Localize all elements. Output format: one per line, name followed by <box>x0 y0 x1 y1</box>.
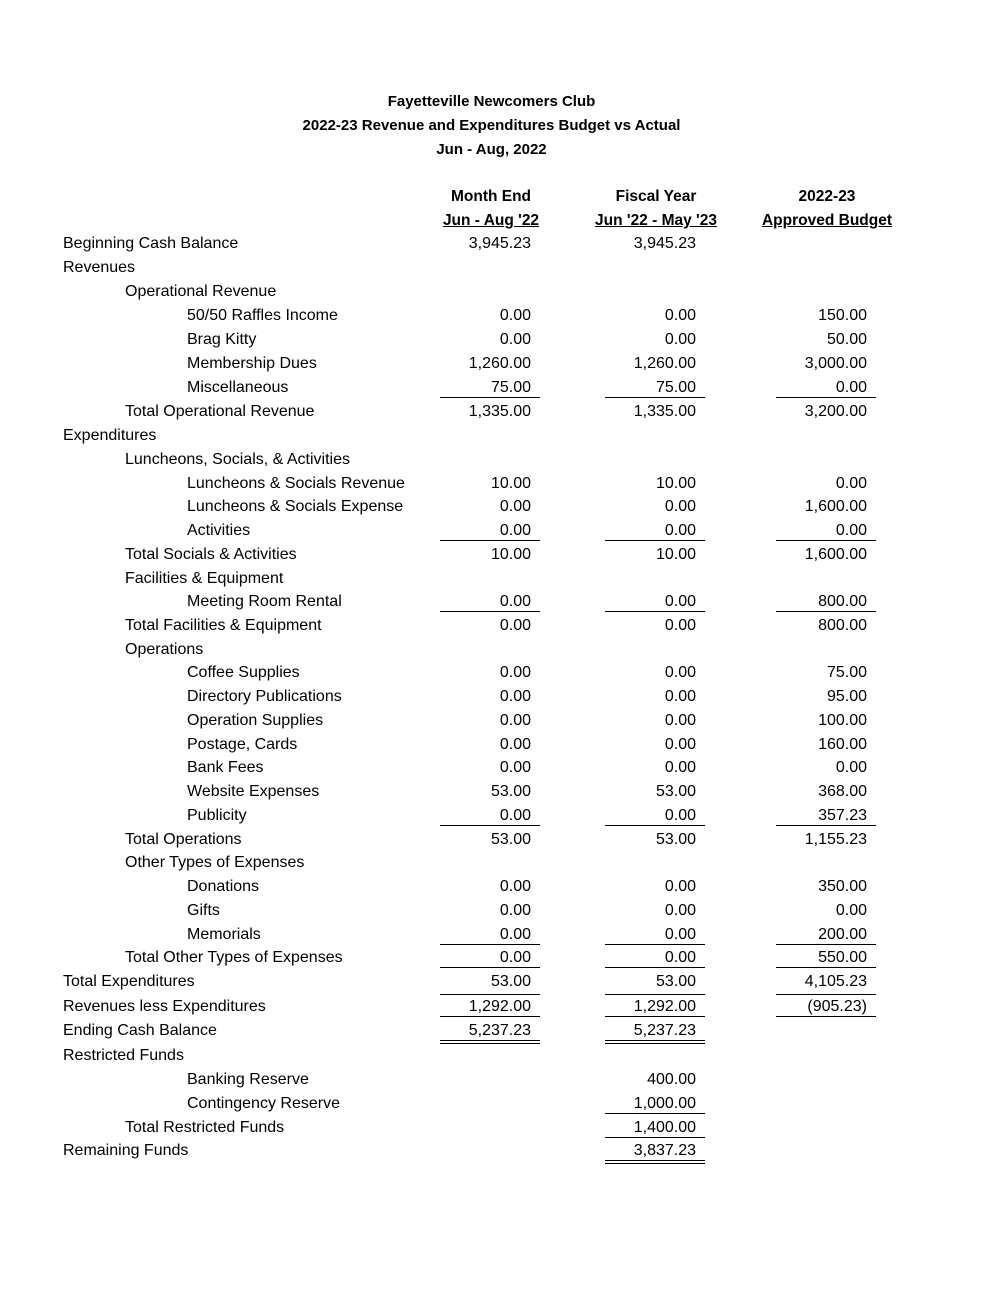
row-label: Remaining Funds <box>63 1142 189 1159</box>
row-label: Restricted Funds <box>63 1047 184 1064</box>
underline <box>440 540 540 541</box>
row-value: 1,600.00 <box>804 546 867 563</box>
table-row <box>0 1118 1000 1138</box>
row-value: 10.00 <box>490 475 531 492</box>
underline <box>605 1137 705 1138</box>
table-row <box>0 616 1000 636</box>
column-header-line1: Month End <box>450 188 532 205</box>
table-row <box>0 521 1000 541</box>
table-row <box>0 830 1000 850</box>
row-label: Expenditures <box>63 427 157 444</box>
table-row <box>0 474 1000 494</box>
underline <box>605 1113 705 1114</box>
table-row <box>0 1046 1000 1066</box>
underline <box>605 967 705 968</box>
row-value: 0.00 <box>499 926 531 943</box>
table-row <box>0 1141 1000 1161</box>
table-row <box>0 735 1000 755</box>
row-label: Total Restricted Funds <box>125 1119 285 1136</box>
table-row <box>0 402 1000 422</box>
table-row <box>0 354 1000 374</box>
table-row <box>0 853 1000 873</box>
row-label: Revenues <box>63 259 136 276</box>
underline <box>440 825 540 826</box>
double-underline <box>440 1040 540 1044</box>
row-value: 4,105.23 <box>804 973 867 990</box>
row-value: 0.00 <box>499 759 531 776</box>
row-value: 0.00 <box>835 759 867 776</box>
row-value: 0.00 <box>664 307 696 324</box>
row-label: Donations <box>187 878 260 895</box>
table-row <box>0 306 1000 326</box>
column-header-line2: Jun - Aug '22 <box>442 212 540 229</box>
row-value: 0.00 <box>499 688 531 705</box>
underline <box>776 1016 876 1017</box>
table-row <box>0 925 1000 945</box>
column-header-approved-budget <box>727 188 927 230</box>
row-value: 0.00 <box>664 617 696 634</box>
table-row <box>0 901 1000 921</box>
row-value: 0.00 <box>499 307 531 324</box>
row-label: Bank Fees <box>187 759 264 776</box>
row-value: 350.00 <box>818 878 867 895</box>
row-value: 0.00 <box>664 331 696 348</box>
table-row <box>0 426 1000 446</box>
row-label: Contingency Reserve <box>187 1095 340 1112</box>
row-value: 0.00 <box>499 593 531 610</box>
row-value: 53.00 <box>490 973 531 990</box>
row-value: 0.00 <box>664 926 696 943</box>
row-label: 50/50 Raffles Income <box>187 307 338 324</box>
row-value: 0.00 <box>499 736 531 753</box>
row-value: 0.00 <box>664 593 696 610</box>
row-label: Total Socials & Activities <box>125 546 297 563</box>
underline <box>776 825 876 826</box>
row-label: Publicity <box>187 807 247 824</box>
row-value: 75.00 <box>655 379 696 396</box>
row-label: Membership Dues <box>187 355 317 372</box>
row-value: 100.00 <box>818 712 867 729</box>
row-value: 1,600.00 <box>804 498 867 515</box>
underline <box>776 611 876 612</box>
table-row <box>0 1070 1000 1090</box>
row-value: 0.00 <box>664 664 696 681</box>
row-value: 1,155.23 <box>804 831 867 848</box>
row-value: 0.00 <box>499 878 531 895</box>
row-value: 53.00 <box>655 973 696 990</box>
row-value: 0.00 <box>499 712 531 729</box>
row-value: 800.00 <box>818 593 867 610</box>
underline <box>605 944 705 945</box>
row-value: 357.23 <box>818 807 867 824</box>
table-row <box>0 711 1000 731</box>
row-value: 0.00 <box>835 522 867 539</box>
table-row <box>0 1094 1000 1114</box>
row-value: 95.00 <box>826 688 867 705</box>
row-value: 1,292.00 <box>468 998 531 1015</box>
row-label: Luncheons & Socials Revenue <box>187 475 405 492</box>
column-header-line1: Fiscal Year <box>615 188 697 205</box>
row-value: 75.00 <box>826 664 867 681</box>
row-value: 1,292.00 <box>633 998 696 1015</box>
row-label: Luncheons, Socials, & Activities <box>125 451 351 468</box>
row-value: 368.00 <box>818 783 867 800</box>
row-label: Total Operational Revenue <box>125 403 315 420</box>
table-row <box>0 330 1000 350</box>
row-value: 53.00 <box>490 831 531 848</box>
row-label: Brag Kitty <box>187 331 257 348</box>
row-value: 800.00 <box>818 617 867 634</box>
row-value: 3,200.00 <box>804 403 867 420</box>
row-label: Miscellaneous <box>187 379 289 396</box>
table-row <box>0 1021 1000 1041</box>
row-label: Beginning Cash Balance <box>63 235 239 252</box>
row-value: 53.00 <box>655 783 696 800</box>
row-label: Operations <box>125 641 204 658</box>
row-label: Total Expenditures <box>63 973 195 990</box>
table-row <box>0 782 1000 802</box>
underline <box>605 994 705 995</box>
underline <box>605 540 705 541</box>
row-label: Other Types of Expenses <box>125 854 305 871</box>
row-label: Total Operations <box>125 831 242 848</box>
table-row <box>0 497 1000 517</box>
row-value: 0.00 <box>835 902 867 919</box>
table-row <box>0 948 1000 968</box>
row-label: Ending Cash Balance <box>63 1022 217 1039</box>
underline <box>776 397 876 398</box>
row-value: 0.00 <box>499 617 531 634</box>
column-header-fiscal-year <box>556 188 756 230</box>
row-label: Total Facilities & Equipment <box>125 617 322 634</box>
table-row <box>0 378 1000 398</box>
row-label: Banking Reserve <box>187 1071 309 1088</box>
double-underline <box>605 1040 705 1044</box>
row-label: Activities <box>187 522 251 539</box>
underline <box>605 1016 705 1017</box>
row-value: 75.00 <box>490 379 531 396</box>
table-row <box>0 545 1000 565</box>
row-value: 0.00 <box>664 736 696 753</box>
column-header-line2: Jun '22 - May '23 <box>595 212 717 229</box>
report-period: Jun - Aug, 2022 <box>436 141 547 158</box>
underline <box>440 994 540 995</box>
table-row <box>0 234 1000 254</box>
row-value: 53.00 <box>655 831 696 848</box>
row-value: 400.00 <box>647 1071 696 1088</box>
row-label: Directory Publications <box>187 688 342 705</box>
row-value: 0.00 <box>499 949 531 966</box>
row-value: 1,335.00 <box>633 403 696 420</box>
row-value: 53.00 <box>490 783 531 800</box>
report-title: 2022-23 Revenue and Expenditures Budget vs Actual <box>302 117 681 134</box>
row-label: Gifts <box>187 902 220 919</box>
underline <box>776 994 876 995</box>
row-value: 0.00 <box>499 664 531 681</box>
column-header-line2: Approved Budget <box>761 212 893 229</box>
row-label: Operation Supplies <box>187 712 324 729</box>
underline <box>776 944 876 945</box>
underline <box>440 397 540 398</box>
row-value: 3,000.00 <box>804 355 867 372</box>
row-value: 3,945.23 <box>633 235 696 252</box>
row-value: 150.00 <box>818 307 867 324</box>
row-value: 0.00 <box>664 712 696 729</box>
row-label: Meeting Room Rental <box>187 593 342 610</box>
table-row <box>0 592 1000 612</box>
row-value: 0.00 <box>499 498 531 515</box>
row-value: 1,400.00 <box>633 1119 696 1136</box>
row-value: 0.00 <box>664 878 696 895</box>
row-value: 3,945.23 <box>468 235 531 252</box>
underline <box>776 967 876 968</box>
row-value: 0.00 <box>664 949 696 966</box>
row-value: 10.00 <box>490 546 531 563</box>
row-value: 0.00 <box>499 331 531 348</box>
row-label: Facilities & Equipment <box>125 570 284 587</box>
underline <box>440 611 540 612</box>
row-value: 1,260.00 <box>468 355 531 372</box>
column-header-line1: 2022-23 <box>798 188 856 205</box>
row-label: Memorials <box>187 926 261 943</box>
row-value: 0.00 <box>499 522 531 539</box>
table-row <box>0 687 1000 707</box>
row-value: 5,237.23 <box>468 1022 531 1039</box>
table-row <box>0 806 1000 826</box>
row-value: 0.00 <box>664 807 696 824</box>
row-value: 1,260.00 <box>633 355 696 372</box>
table-row <box>0 282 1000 302</box>
row-value: 0.00 <box>835 475 867 492</box>
row-label: Operational Revenue <box>125 283 277 300</box>
row-value: 10.00 <box>655 546 696 563</box>
underline <box>605 611 705 612</box>
row-value: 0.00 <box>664 902 696 919</box>
table-row <box>0 997 1000 1017</box>
row-value: 160.00 <box>818 736 867 753</box>
row-value: 10.00 <box>655 475 696 492</box>
row-value: 0.00 <box>664 498 696 515</box>
row-value: 0.00 <box>664 759 696 776</box>
row-value: 0.00 <box>664 688 696 705</box>
row-label: Luncheons & Socials Expense <box>187 498 404 515</box>
row-label: Postage, Cards <box>187 736 298 753</box>
row-value: 5,237.23 <box>633 1022 696 1039</box>
underline <box>605 397 705 398</box>
row-value: 1,335.00 <box>468 403 531 420</box>
table-row <box>0 663 1000 683</box>
table-row <box>0 569 1000 589</box>
row-label: Total Other Types of Expenses <box>125 949 343 966</box>
organization-title: Fayetteville Newcomers Club <box>387 93 596 110</box>
row-value: 0.00 <box>499 902 531 919</box>
row-value: 50.00 <box>826 331 867 348</box>
underline <box>440 967 540 968</box>
table-row <box>0 258 1000 278</box>
row-value: 0.00 <box>499 807 531 824</box>
table-row <box>0 877 1000 897</box>
underline <box>440 1016 540 1017</box>
row-value: 0.00 <box>835 379 867 396</box>
underline <box>605 825 705 826</box>
underline <box>776 540 876 541</box>
table-row <box>0 640 1000 660</box>
row-value: 550.00 <box>818 949 867 966</box>
row-label: Revenues less Expenditures <box>63 998 266 1015</box>
row-label: Website Expenses <box>187 783 320 800</box>
row-value: 200.00 <box>818 926 867 943</box>
table-row <box>0 758 1000 778</box>
row-label: Coffee Supplies <box>187 664 300 681</box>
underline <box>440 944 540 945</box>
row-value: 0.00 <box>664 522 696 539</box>
table-row <box>0 450 1000 470</box>
row-value: 1,000.00 <box>633 1095 696 1112</box>
table-row <box>0 972 1000 992</box>
row-value: 3,837.23 <box>633 1142 696 1159</box>
row-value: (905.23) <box>807 998 867 1015</box>
double-underline <box>605 1160 705 1164</box>
